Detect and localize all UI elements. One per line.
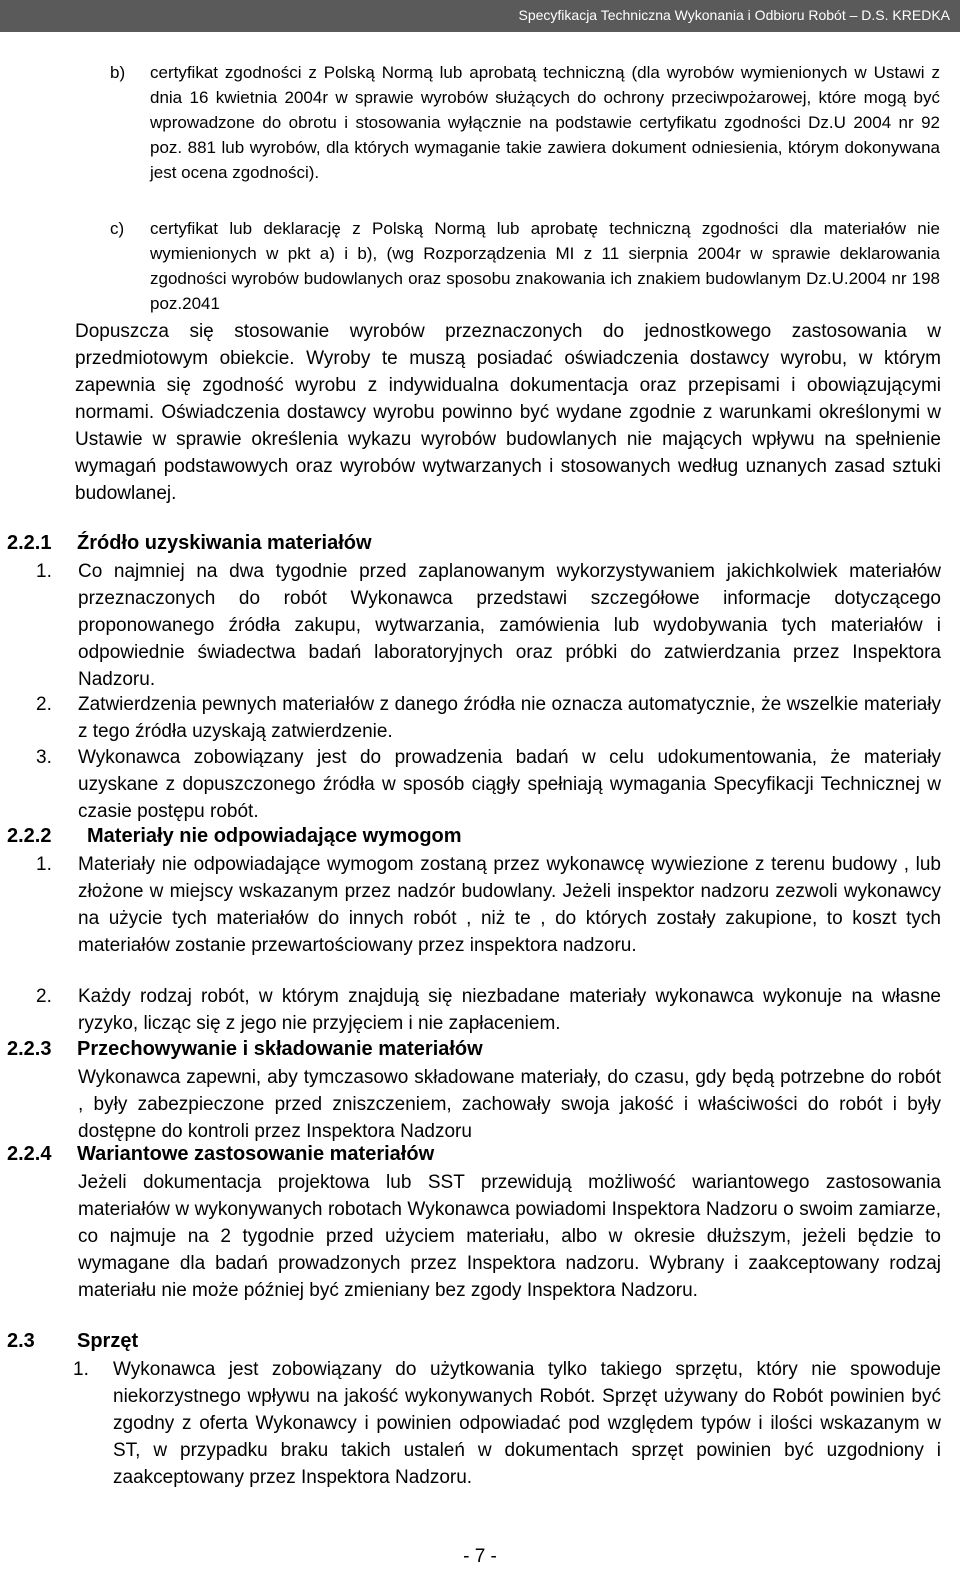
list-text: Zatwierdzenia pewnych materiałów z danego źródła nie oznacza automatycznie, że wszelkie materiały z tego źródła uzyskają zatwierdzenie. — [78, 694, 941, 742]
list-text: Materiały nie odpowiadające wymogom zostaną przez wykonawcę wywiezione z terenu budowy , lub złożone w miejscy wskazanym przez nadzór budowlany. Jeżeli inspektor nadzoru zezwoli wykonawcy na użycie tych materiałów do innych robót , niż te , do których zostały zakupione, to koszt tych materiałów zostanie przewartościowany przez inspektora nadzoru. — [78, 854, 941, 956]
list-item — [36, 744, 941, 825]
section-paragraph-224: Jeżeli dokumentacja projektowa lub SST przewidują możliwość wariantowego zastosowania materiałów w wykonywanych robotach Wykonawca powiadomi Inspektora Nadzoru o swoim zamiarze, co najmuje na 2 tygodnie przed użyciem materiału, albo w okresie dłuższym, jeżeli będzie to wymagane dla badań prowadzonych przez Inspektora nadzoru. Wybrany i zaakceptowany rodzaj materiału nie może później być zmieniany bez zgody Inspektora Nadzoru. — [78, 1172, 941, 1301]
section-number: 2.2.1 — [7, 532, 52, 554]
section-title: Przechowywanie i składowanie materiałów — [77, 1038, 483, 1060]
section-number: 2.2.4 — [7, 1143, 52, 1165]
list-item-b — [110, 60, 940, 185]
list-marker: 3. — [36, 747, 52, 768]
list-marker: 1. — [36, 854, 52, 875]
list-text: Wykonawca zobowiązany jest do prowadzenia badań w celu udokumentowania, że materiały uzyskane z dopuszczonego źródła w sposób ciągły spełniają wymagania Specyfikacji Technicznej w czasie postępu robót. — [78, 747, 941, 822]
list-item — [36, 851, 941, 959]
list-item — [36, 691, 941, 745]
header-bar — [0, 0, 960, 32]
page-number: - 7 - — [463, 1546, 497, 1567]
list-item — [36, 983, 941, 1037]
section-title: Sprzęt — [77, 1330, 139, 1352]
list-marker: 1. — [73, 1359, 89, 1380]
header-title: Specyfikacja Techniczna Wykonania i Odbioru Robót – D.S. KREDKA — [518, 7, 950, 23]
list-text-c: certyfikat lub deklarację z Polską Normą lub aprobatę techniczną zgodności dla materiałów nie wymienionych w pkt a) i b), (wg Rozporządzenia MI z 11 sierpnia 2004r w sprawie deklarowania zgodności wyrobów budowlanych oraz sposobu znakowania ich znakiem budowlanym Dz.U.2004 nr 198 poz.2041 — [150, 219, 940, 313]
list-marker: 2. — [36, 986, 52, 1007]
paragraph-intro: Dopuszcza się stosowanie wyrobów przeznaczonych do jednostkowego zastosowania w przedmiotowym obiekcie. Wyroby te muszą posiadać oświadczenia dostawcy wyrobu, w którym zapewnia się zgodność wyrobu z indywidualna dokumentacja oraz przepisami i obowiązującymi normami. Oświadczenia dostawcy wyrobu powinno być wydane zgodnie z warunkami określonymi w Ustawie w sprawie określenia wykazu wyrobów budowlanych nie mających wpływu na spełnienie wymagań podstawowych oraz wyrobów wytwarzanych i stosowanych według uznanych zasad sztuki budowlanej. — [75, 321, 941, 504]
list-marker: 2. — [36, 694, 52, 715]
list-text: Wykonawca jest zobowiązany do użytkowania tylko takiego sprzętu, który nie spowoduje niekorzystnego wpływu na jakość wykonywanych Robót. Sprzęt używany do Robót powinien być zgodny z oferta Wykonawcy i powinien odpowiadać pod względem typów i ilości wskazanym w ST, w przypadku braku takich ustaleń w dokumentach sprzęt powinien być uzgodniony i zaakceptowany przez Inspektora Nadzoru. — [113, 1359, 941, 1488]
section-number: 2.2.3 — [7, 1038, 52, 1060]
list-marker-b: b) — [110, 63, 126, 82]
list-marker-c: c) — [110, 219, 125, 238]
list-item — [36, 558, 941, 693]
section-number: 2.2.2 — [7, 825, 52, 847]
section-number: 2.3 — [7, 1330, 35, 1352]
list-marker: 1. — [36, 561, 52, 582]
section-title: Materiały nie odpowiadające wymogom — [87, 825, 462, 847]
list-item-c — [110, 216, 940, 316]
list-text-b: certyfikat zgodności z Polską Normą lub aprobatą techniczną (dla wyrobów wymienionych w Ustawi z dnia 16 kwietnia 2004r w sprawie wyrobów służących do ochrony przeciwpożarowej, które mogą być wprowadzone do obrotu i stosowania wyłącznie na podstawie certyfikatu zgodności Dz.U 2004 nr 92 poz. 881 lub wyrobów, dla których wymaganie takie zawiera dokument odniesienia, którym dokonywana jest ocena zgodności). — [150, 63, 940, 182]
section-paragraph-223: Wykonawca zapewni, aby tymczasowo składowane materiały, do czasu, gdy będą potrzebne do robót , były zabezpieczone przed zniszczeniem, zachowały swoja jakość i właściwości do robót i były dostępne do kontroli przez Inspektora Nadzoru — [78, 1067, 941, 1142]
section-title: Wariantowe zastosowanie materiałów — [77, 1143, 435, 1165]
list-text: Każdy rodzaj robót, w którym znajdują się niezbadane materiały wykonawca wykonuje na własne ryzyko, licząc się z jego nie przyjęciem i nie zapłaceniem. — [78, 986, 941, 1034]
section-title: Źródło uzyskiwania materiałów — [77, 532, 372, 554]
list-text: Co najmniej na dwa tygodnie przed zaplanowanym wykorzystywaniem jakichkolwiek materiałów przeznaczonych do robót Wykonawca przedstawi szczegółowe informacje dotyczącego proponowanego źródła zakupu, wytwarzania, zamówienia lub wydobywania tych materiałów i odpowiednie świadectwa badań laboratoryjnych oraz próbki do zatwierdzania przez Inspektora Nadzoru. — [78, 561, 941, 690]
list-item — [73, 1356, 941, 1491]
